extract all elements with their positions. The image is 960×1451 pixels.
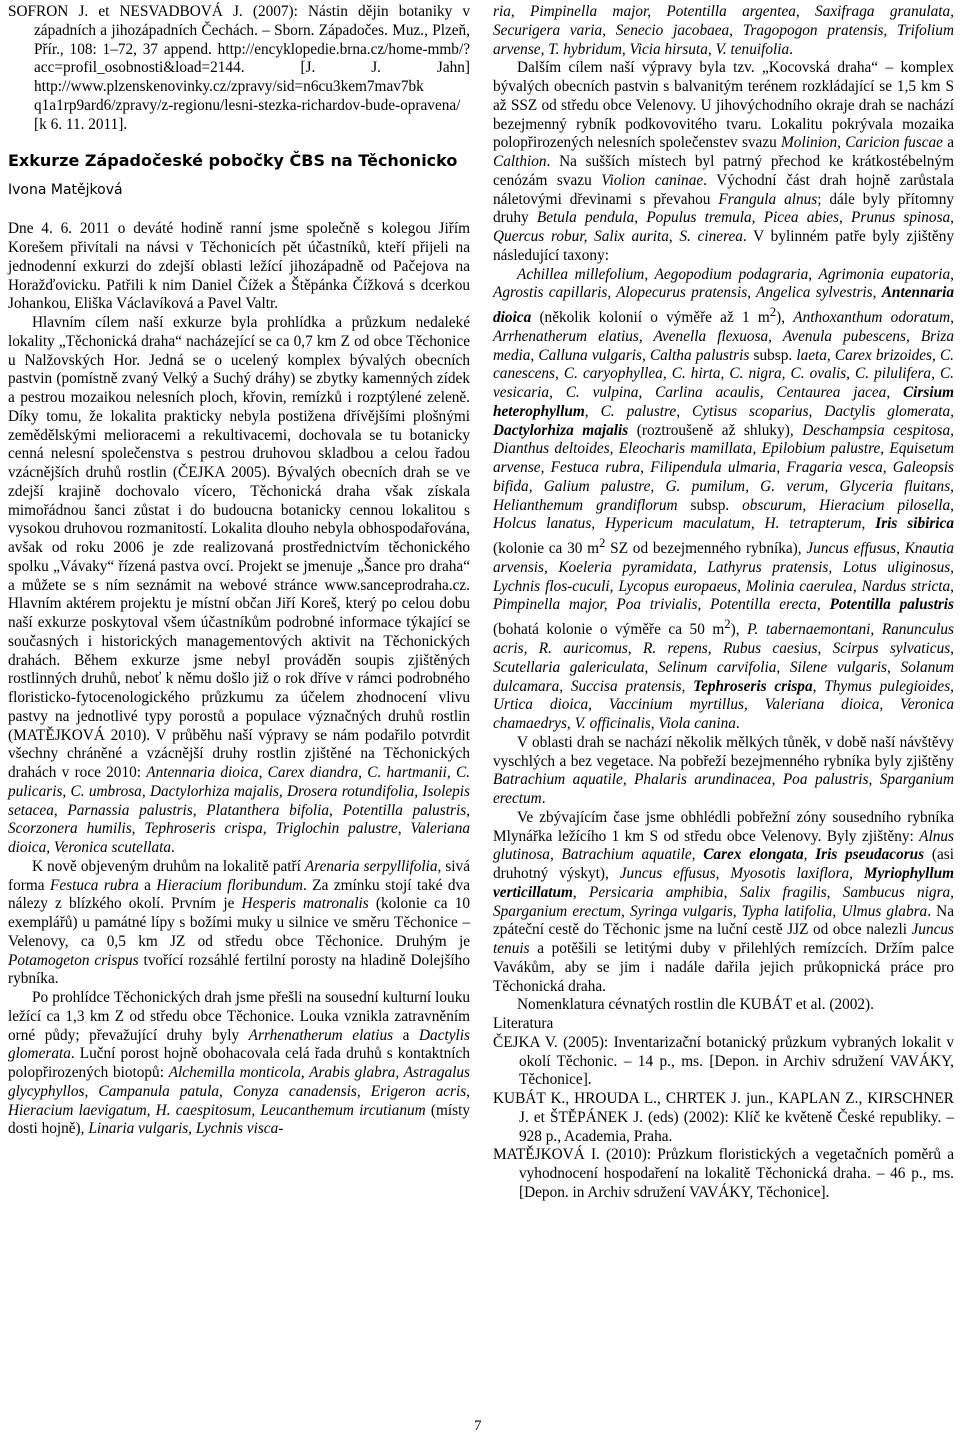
text-run: (asi druhotný výskyt),	[493, 846, 954, 883]
taxon-name: Betula pendula, Populus tremula, Picea abies, Prunus spinosa, Quercus robur, Salix aurita, S. cinerea	[493, 209, 954, 245]
text-run: 2	[724, 617, 731, 632]
taxon-name: Iris pseudacorus	[815, 846, 925, 864]
text-run: ,	[803, 846, 816, 864]
text-run: . Na sušších místech byl patrný přechod ke krátkostébelným cenózám svazu	[493, 153, 954, 189]
taxon-name: Potentilla palustris	[829, 596, 954, 614]
taxon-name: Linaria vulgaris, Lychnis visca-	[88, 1120, 284, 1138]
paragraph	[8, 989, 470, 1139]
taxon-name: Achillea millefolium, Aegopodium podagraria, Agrimonia eupatoria, Agrostis capillaris, Alopecurus pratensis, Angelica sylvestris,	[493, 265, 954, 302]
text-run: ,	[572, 883, 589, 901]
taxon-name: Dactylorhiza majalis	[493, 421, 629, 439]
text-run: K nově objeveným druhům na lokalitě patří	[32, 857, 305, 875]
taxon-name: Frangula alnus	[718, 190, 818, 208]
left-body	[8, 220, 470, 1139]
text-run: ,	[584, 402, 601, 420]
taxon-name: Carex elongata	[703, 846, 804, 864]
paragraph	[8, 858, 470, 989]
text-run: (několik kolonií o výměře až 1 m	[531, 309, 770, 327]
taxon-name: Deschampsia cespitosa, Dianthus deltoides, Eleocharis mamillata, Epilobium palustre, Equisetum arvense, Festuca rubra, Filipendula ulmaria, Fragaria vesca, Galeopsis bifida, Galium palustre, G. pumilum, G. verum, Glyceria fluitans, Helianthemum grandiflorum	[493, 421, 954, 514]
text-run: .	[171, 839, 175, 856]
article-title: Exkurze Západočeské pobočky ČBS na Těchonicko	[8, 151, 458, 171]
taxon-name: Arrhenatherum elatius	[248, 1026, 394, 1044]
text-run: . Na zpáteční cestě do Těchonic jsme na luční cestě JJZ od obce nalezli	[493, 902, 954, 939]
taxon-name: Arenaria serpyllifolia	[304, 857, 438, 875]
text-run: 2	[599, 536, 606, 551]
text-run: subsp.	[677, 496, 743, 514]
right-column	[493, 3, 954, 1203]
text-run: MATĚJKOVÁ I. (2010): Průzkum floristických a vegetačních poměrů a vyhodnocení hospodaření na lokalitě Těchonická draha. – 46 p., ms. [Depon. in Archiv sdružení VAVÁKY, Těchonice].	[493, 1146, 954, 1201]
taxon-name: Juncus effusus, Myosotis laxiflora,	[619, 865, 864, 883]
taxon-name: Cirsium heterophyllum	[493, 384, 954, 420]
text-run: Ve zbývajícím čase jsme obhlédli pobřežní zóny sousedního rybníka Mlynářka ležícího 1 km S od středu obce Velenovy. Byly zjištěny:	[493, 808, 954, 845]
taxon-name: laeta, Carex brizoides, C. canescens, C. caryophyllea, C. hirta, C. nigra, C. ovalis, C. pilulifera, C. vesicaria, C. vulpina, Carlina acaulis, Centaurea jacea,	[493, 346, 955, 402]
text-run: Literatura	[493, 1015, 554, 1033]
taxon-name: Tephroseris crispa	[693, 677, 813, 695]
taxon-name: Persicaria amphibia, Salix fragilis, Sambucus nigra, Sparganium erectum, Syringa vulgaris, Typha latifolia, Ulmus glabra	[493, 883, 954, 920]
taxon-name: Antennaria dioica, Carex diandra, C. hartmanii, C. pulicaris, C. umbrosa, Dactylorhiza majalis, Drosera rotundifolia, Isolepis setacea, Parnassia palustris, Platanthera bifolia, Potentilla palustris, Scorzonera humilis, Tephroseris crispa, Triglochin palustre, Valeriana dioica, Veronica scutellata	[8, 764, 470, 856]
taxon-name: Alchemilla monticola, Arabis glabra, Astragalus glycyphyllos, Campanula patula, Conyza canadensis, Erigeron acris, Hieracium laevigatum, H. caespitosum, Leucanthemum ircutianum	[8, 1064, 470, 1119]
taxon-name: obscurum, Hieracium pilosella, Holcus lanatus, Hypericum maculatum, H.	[493, 496, 954, 533]
taxon-name: C. palustre, Cytisus scoparius, Dactylis glomerata,	[600, 402, 954, 420]
text-run: (kolonie ca 10 exemplářů) u památné lípy s božími muky u silnice ve směru Těchonice – Velenovy, ca 0,5 km JZ od středu obce Těchonice. Druhým je	[8, 895, 471, 950]
text-run: ),	[776, 309, 794, 327]
taxon-name: Molinion, Caricion fuscae	[781, 134, 943, 152]
text-run: . V bylinném patře byly zjištěny následující taxony:	[493, 228, 954, 264]
text-run: SZ od bezejmenného rybníka),	[605, 540, 807, 558]
taxon-name: Hieracium floribundum	[156, 876, 303, 894]
reference-sofron	[8, 3, 470, 134]
text-run: ,	[812, 677, 825, 695]
taxon-name: P. tabernaemontani, Ranunculus acris, R. auricomus, R. repens, Rubus caesius, Scirpus sylvaticus, Scutellaria galericulata, Selinum carvifolia, Silene vulgaris, Solanum dulcamara, Succisa pratensis,	[493, 621, 954, 695]
taxon-name: Hesperis matronalis	[241, 895, 369, 913]
taxon-name: Calthion	[493, 153, 547, 170]
paragraph	[493, 996, 954, 1015]
taxon-name: Anthoxanthum odoratum, Arrhenatherum elatius, Avenella flexuosa, Avenula pubescens, Briza media, Calluna vulgaris, Caltha palustris	[493, 309, 954, 364]
text-run: tvořící rozsáhlé fertilní porosty na hladině Dolejšího rybníka.	[8, 951, 470, 988]
text-run: subsp.	[749, 346, 797, 364]
text-run: (roztroušeně až shluky),	[628, 421, 803, 439]
taxon-name: Violion caninae	[601, 171, 704, 189]
taxon-name: Juncus effusus, Knautia arvensis, Koeleria pyramidata, Lathyrus pratensis, Lotus uliginosus, Lychnis flos-cuculi, Lycopus europaeus, Molinia caerulea, Nardus stricta, Pimpinella major, Poa trivialis, Potentilla erecta,	[493, 540, 954, 614]
text-run: , sivá forma	[8, 857, 470, 894]
text-run: (kolonie ca 30 m	[493, 540, 600, 558]
text-run: . Východní část drah hojně zarůstala náletovými dřevinami s převahou	[493, 171, 954, 208]
text-run: 2	[769, 305, 777, 319]
text-run: a potěšili se letitými duby v přilehlých remízcích. Držím palce Vavákům, aby se jim i nadále dařila jejich průkopnická práce pro Těchonická draha.	[493, 940, 954, 995]
taxon-name: ria, Pimpinella major, Potentilla argentea, Saxifraga granulata, Securigera varia, Senecio jacobaea, Tragopogon pratensis, Trifolium arvense, T. hybridum, Vicia hirsuta, V. tenuifolia	[493, 3, 954, 58]
text-run: (bohatá kolonie o výměře ca 50 m	[493, 621, 725, 639]
text-run: Nomenklatura cévnatých rostlin dle KUBÁT et al. (2002).	[517, 996, 874, 1014]
paragraph	[8, 314, 470, 858]
article-author: Ivona Matějková	[8, 182, 123, 199]
text-run: KUBÁT K., HROUDA L., CHRTEK J. jun., KAPLAN Z., KIRSCHNER J. et ŠTĚPÁNEK J. (eds) (2002): Klíč ke květeně České republiky. – 928 p., Academia, Praha.	[493, 1090, 954, 1145]
reference-entry	[493, 1146, 954, 1202]
text-run: .	[789, 40, 793, 58]
text-run: a	[393, 1026, 419, 1044]
reference-entry	[493, 1034, 954, 1090]
taxon-name: Thymus pulegioides, Urtica dioica, Vaccinium myrtillus, Valeriana dioica, Veronica chamaedrys, V. officinalis, Viola canina	[493, 677, 954, 733]
text-run: . Luční porost hojně obohacovala celá řada druhů s kontaktních polopřirozených biotopů:	[8, 1045, 470, 1081]
paragraph	[493, 734, 954, 809]
text-run: ; dále byly přítomny druhy	[493, 190, 954, 227]
text-run: Dne 4. 6. 2011 o deváté hodině ranní jsme společně s kolegou Jiřím Korešem přivítali na návsi v Těchonicích pět účastníků, kteří přijeli na jednodenní exkurzi do zdejší oblasti ležící jihozápadně od Pačejova na Horažďovicku. Patřili k nim Daniel Čížek a Štěpánka Čížková s dcerkou Johankou, Eliška Václavíková a Pavel Valtr.	[8, 220, 470, 313]
paragraph	[493, 59, 954, 265]
taxon-name: Juncus tenuis	[493, 921, 954, 958]
text-run: . Za zmínku stojí také dva nálezy z blízkého okolí. Prvním je	[8, 876, 470, 913]
paragraph	[493, 809, 954, 997]
text-run: ),	[730, 621, 748, 639]
reference-entry	[493, 1090, 954, 1146]
text-run: .	[735, 715, 740, 733]
text-run: Dalším cílem naší výpravy byla tzv. „Kocovská draha“ – komplex bývalých obecních pastvin s balvanitým terénem rozkládající se 1,5 km S až SSZ od středu obce Velenovy. U jihovýchodního okraje drah se nachází bezejmenný rybník podkovovitého tvaru. Lokalitu pokrývala mozaika polopřirozených nelesních společenstev svazu	[493, 59, 954, 152]
taxon-name: tetrapterum,	[789, 515, 876, 533]
text-run: SOFRON J. et NESVADBOVÁ J. (2007): Nástin dějin botaniky v západních a jihozápadních Čechách. – Sborn. Západočes. Muz., Plzeň, Přír., 108: 1–72, 37 append. http://encyklopedie.brna.cz/home-mmb/?acc=profil_osobnosti&load=2144. [J. J. Jahn] http://www.plzenskenovinky.cz/zpravy/sid=n6cu3kem7mav7bk q1a1rp9ard6/zpravy/z-regionu/lesni-stezka-richardov-bude-opravena/ [k 6. 11. 2011].	[8, 3, 470, 133]
text-run	[779, 515, 789, 532]
taxon-name: Potamogeton crispus	[8, 951, 139, 969]
taxon-name: Festuca rubra	[49, 876, 139, 894]
taxon-name: Alnus glutinosa, Batrachium aquatile,	[493, 827, 954, 864]
taxon-name: Dactylis glomerata	[8, 1026, 470, 1063]
paragraph	[8, 220, 470, 314]
text-run: Po prohlídce Těchonických drah jsme přešli na sousední kulturní louku ležící ca 1,3 km Z od středu obce Těchonice. Louka vznikla zatravněním orné půdy; převažující druhy byly	[8, 989, 470, 1044]
text-run: Hlavním cílem naší exkurze byla prohlídka a průzkum nedaleké lokality „Těchonická draha“ nacházející se ca 0,7 km Z od obce Těchonice u Nalžovských Hor. Jedná se o ucelený komplex bývalých obecních pastvin (pomístně zvaný Velký a Suchý dráhy) se zbytky kamenných zídek a pestrou mozaikou nelesních ploch, křovin, remízků i rozptýlené zeleně. Díky tomu, že lokalita prakticky nebyla postižena dřívějšími plošnými zemědělskými melioracemi a rekultivacemi, dochovala se tu botanicky cenná nelesní společenstva s pestrou druhovou skladbou a celou řadou vzácnějších druhů rostlin (ČEJKA 2005). Bývalých obecních drah se ve zdejší krajině dochovalo vícero, Těchonická draha však získala mimořádnou šanci zůstat i do budoucna botanicky cennou lokalitou s vysokou druhovou rozmanitostí. Lokalita dlouho nebyla obhospodařována, avšak od roku 2006 je zde realizovaná prostřednictvím těchonického spolku „Vávaky“ řízená pastva ovcí. Projekt se jmenuje „Šance pro draha“ a můžete se s ním seznámit na webové stránce www.sanceprodraha.cz. Hlavním aktérem projektu je místní občan Jiří Koreš, který po celou dobu naší exkurze poskytoval všem účastníkům podrobné informace týkající se současných i historických managementových aktivit na Těchonických drahách. Během exkurze jsme nebyl prováděn soupis zjištěných rostlinných druhů, neboť k němu došlo již o rok dříve v rámci podrobného floristicko-fytocenologického průzkumu za účelem zhodnocení vlivu pastvy na jednotlivé typy porostů a populace význačných druhů rostlin (MATĚJKOVÁ 2010). V průběhu naší výpravy se nám podařilo potvrdit všechny chráněné a vzácnější druhy rostlin zjištěné na Těchonických drahách v roce 2010:	[8, 314, 470, 781]
taxon-name: Myriophyllum verticillatum	[493, 865, 954, 901]
text-run: V oblasti drah se nachází několik mělkých tůněk, v době naší návštěvy vyschlých a bez vegetace. Na pobřeží bezejmenného rybníka byly zjištěny	[493, 733, 954, 770]
text-run: a	[942, 134, 955, 152]
text-run: a	[138, 876, 157, 894]
paragraph	[493, 266, 954, 734]
text-run: .	[541, 790, 546, 808]
left-column	[8, 3, 470, 1139]
taxon-name: Antennaria dioica	[493, 284, 954, 327]
paragraph	[493, 1015, 954, 1034]
taxon-name: Iris sibirica	[875, 515, 954, 533]
page-number: 7	[474, 1418, 482, 1434]
taxon-name: Batrachium aquatile, Phalaris arundinacea, Poa palustris, Sparganium erectum	[493, 771, 954, 808]
paragraph	[493, 3, 954, 59]
text-run: (místy dosti hojně),	[8, 1101, 471, 1138]
text-run: ČEJKA V. (2005): Inventarizační botanický průzkum vybraných lokalit v okolí Těchonic. – 14 p., ms. [Depon. in Archiv sdružení VAVÁKY, Těchonice].	[493, 1033, 954, 1089]
